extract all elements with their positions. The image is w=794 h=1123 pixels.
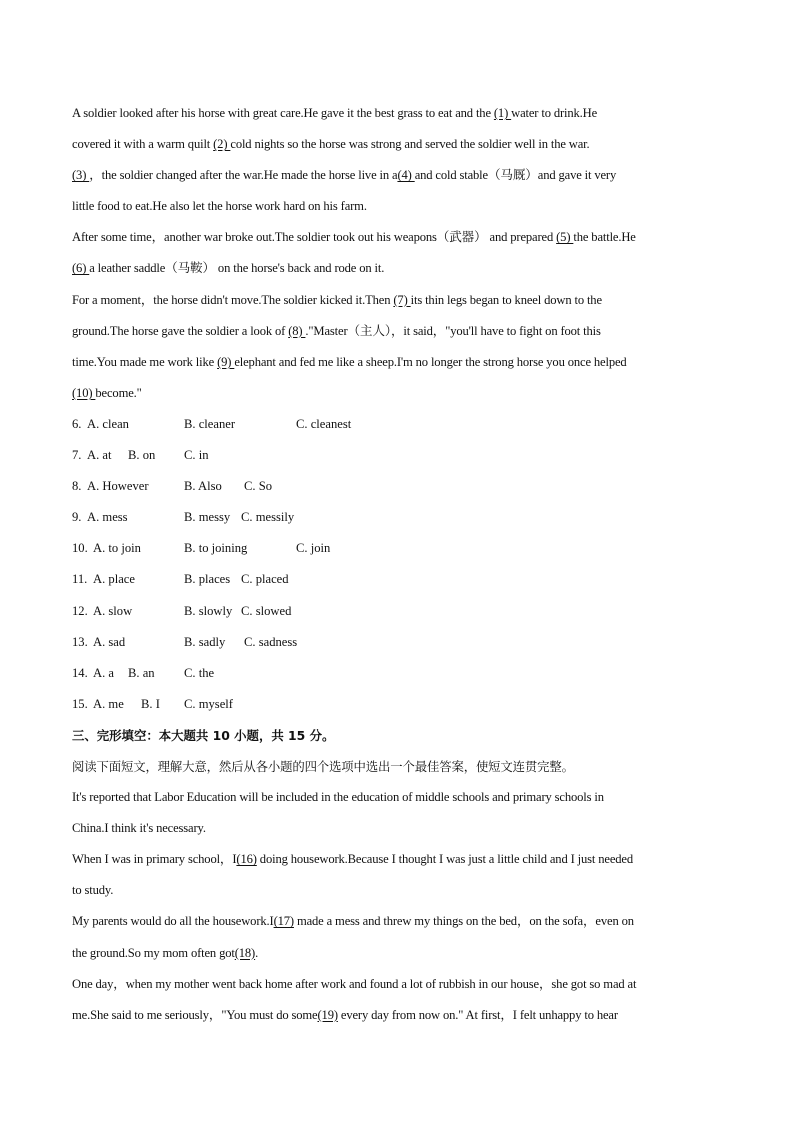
- text: its thin legs began to kneel down to the: [410, 292, 602, 307]
- passage-line: [72, 875, 722, 906]
- passage-line: [72, 378, 722, 409]
- text: ，the soldier changed after the war.He made the horse live in a: [89, 168, 398, 183]
- option-c: C. slowed: [241, 603, 292, 618]
- text: the ground.So my mom often got: [72, 945, 235, 960]
- passage-2: [72, 782, 722, 1031]
- text: After some time，another war broke out.The soldier took out his weapons（武器） and prepared: [72, 230, 557, 245]
- text: covered it with a warm quilt: [72, 137, 214, 152]
- option-row: [72, 409, 722, 440]
- option-b: B. an: [128, 665, 155, 680]
- question-number: 11.: [72, 572, 88, 587]
- question-number: 7.: [72, 448, 82, 463]
- text: time.You made me work like: [72, 354, 218, 369]
- option-row: [72, 471, 722, 502]
- passage-line: [72, 253, 722, 284]
- option-c: C. cleanest: [296, 416, 352, 431]
- passage-1: [72, 98, 722, 409]
- blank-8: (8): [288, 323, 306, 338]
- passage-line: [72, 285, 722, 316]
- option-c: C. the: [184, 665, 215, 680]
- option-row: [72, 689, 722, 720]
- option-b: B. I: [141, 696, 160, 711]
- option-b: B. messy: [184, 510, 231, 525]
- question-number: 6.: [72, 416, 82, 431]
- option-a: A. However: [87, 479, 149, 494]
- text: elephant and fed me like a sheep.I'm no longer the strong horse you once helped: [234, 354, 627, 369]
- option-c: C. myself: [184, 696, 233, 711]
- text: me.She said to me seriously，"You must do some: [72, 1007, 318, 1022]
- question-number: 9.: [72, 510, 82, 525]
- passage-line: [72, 129, 722, 160]
- passage-line: [72, 191, 722, 222]
- option-row: [72, 564, 722, 595]
- option-row: [72, 596, 722, 627]
- option-b: B. sadly: [184, 634, 226, 649]
- question-number: 15.: [72, 696, 88, 711]
- section-instructions: 阅读下面短文，理解大意，然后从各小题的四个选项中选出一个最佳答案，使短文连贯完整。: [72, 758, 574, 774]
- options-list: [72, 409, 722, 720]
- text: ground.The horse gave the soldier a look of: [72, 323, 289, 338]
- text: China.I think it's necessary.: [72, 821, 206, 836]
- option-a: A. a: [93, 665, 114, 680]
- option-row: [72, 440, 722, 471]
- blank-10: (10): [72, 385, 96, 400]
- option-c: C. join: [296, 541, 331, 556]
- blank-1: (1): [493, 106, 512, 120]
- option-a: A. mess: [87, 510, 128, 525]
- text: made a mess and threw my things on the bed，on the sofa，even on: [293, 914, 634, 929]
- option-b: B. on: [128, 448, 156, 463]
- text: A soldier looked after his horse with great care.He gave it the best grass to eat and the: [72, 106, 494, 120]
- text: For a moment，the horse didn't move.The soldier kicked it.Then: [72, 292, 394, 307]
- option-c: C. sadness: [244, 634, 298, 649]
- option-a: A. slow: [93, 603, 133, 618]
- option-a: A. clean: [87, 416, 129, 431]
- blank-17: (17): [273, 914, 294, 929]
- passage-line: [72, 98, 722, 129]
- option-row: [72, 533, 722, 564]
- question-number: 14.: [72, 665, 88, 680]
- text: ."Master（主人），it said，"you'll have to fight on foot this: [305, 323, 601, 338]
- blank-3: (3): [72, 168, 90, 183]
- passage-line: [72, 782, 722, 813]
- blank-9: (9): [217, 354, 235, 369]
- text: to study.: [72, 883, 114, 898]
- option-a: A. me: [93, 696, 124, 711]
- option-b: B. Also: [184, 479, 222, 494]
- blank-7: (7): [393, 292, 411, 307]
- option-b: B. cleaner: [184, 416, 236, 431]
- text: .: [255, 945, 259, 960]
- passage-line: [72, 347, 722, 378]
- question-number: 8.: [72, 479, 82, 494]
- question-number: 10.: [72, 541, 88, 556]
- blank-6: (6): [72, 261, 90, 276]
- passage-line: [72, 222, 722, 253]
- passage-line: [72, 969, 722, 1000]
- text: little food to eat.He also let the horse work hard on his farm.: [72, 199, 367, 214]
- question-number: 13.: [72, 634, 88, 649]
- passage-line: [72, 160, 722, 191]
- passage-line: [72, 938, 722, 969]
- text: the battle.He: [573, 230, 636, 245]
- text: and cold stable（马厩）and gave it very: [414, 168, 617, 183]
- option-a: A. to join: [93, 541, 141, 556]
- text: cold nights so the horse was strong and served the soldier well in the war.: [230, 137, 590, 152]
- passage-line: [72, 844, 722, 875]
- blank-19: (19): [317, 1007, 338, 1022]
- option-row: [72, 627, 722, 658]
- text: become.": [95, 385, 142, 400]
- blank-18: (18): [234, 945, 256, 960]
- text: water to drink.He: [511, 106, 598, 120]
- section-title: 三、完形填空：本大题共 10 小题，共 15 分。: [72, 727, 335, 743]
- option-row: [72, 658, 722, 689]
- exam-page: [72, 98, 722, 1031]
- blank-5: (5): [556, 230, 574, 245]
- option-b: B. to joining: [184, 541, 248, 556]
- passage-line: [72, 1000, 722, 1031]
- passage-line: [72, 813, 722, 844]
- option-b: B. places: [184, 572, 231, 587]
- blank-2: (2): [213, 137, 231, 152]
- text: My parents would do all the housework.I: [72, 914, 274, 929]
- option-a: A. at: [87, 448, 112, 463]
- option-b: B. slowly: [184, 603, 233, 618]
- text: It's reported that Labor Education will be included in the education of middle schools and primary schools in: [72, 790, 604, 805]
- question-number: 12.: [72, 603, 88, 618]
- text: every day from now on." At first，I felt unhappy to hear: [337, 1007, 618, 1022]
- text: doing housework.Because I thought I was just a little child and I just needed: [256, 852, 633, 867]
- option-c: C. in: [184, 448, 209, 463]
- text: a leather saddle（马鞍） on the horse's back and rode on it.: [89, 261, 385, 276]
- passage-line: [72, 906, 722, 937]
- option-a: A. sad: [93, 634, 126, 649]
- option-c: C. messily: [241, 510, 295, 525]
- option-row: [72, 502, 722, 533]
- option-a: A. place: [93, 572, 135, 587]
- blank-4: (4): [397, 168, 415, 183]
- passage-line: [72, 316, 722, 347]
- blank-16: (16): [236, 852, 257, 867]
- option-c: C. placed: [241, 572, 289, 587]
- text: One day，when my mother went back home after work and found a lot of rubbish in our house，she got so mad at: [72, 976, 637, 991]
- text: When I was in primary school，I: [72, 852, 237, 867]
- option-c: C. So: [244, 479, 272, 494]
